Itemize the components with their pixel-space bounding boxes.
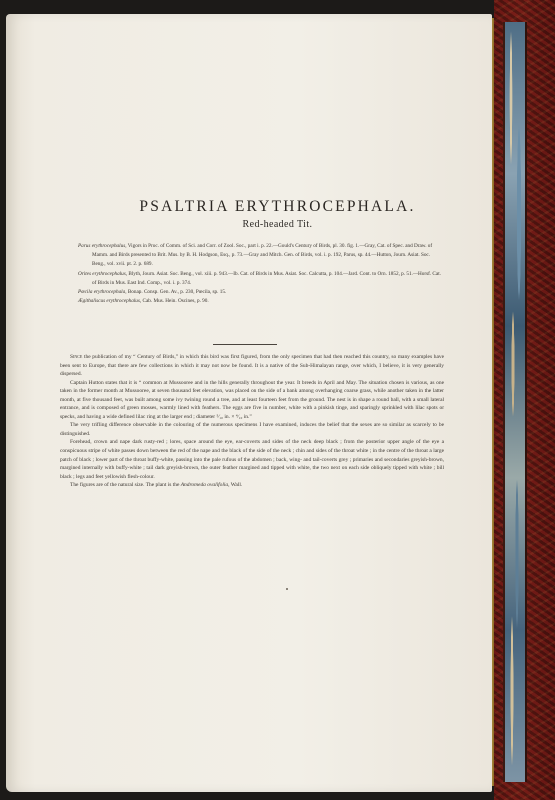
synonym-name: Pœcila erythrocephala, xyxy=(78,289,127,296)
paragraph: Forehead, crown and nape dark rusty-red ; lores, space around the eye, ear-coverts and sides of the neck deep black ; from the posterior upper angle of the eye a conspicuous stripe of white passes down between the red of the nape and the black of the side of the neck ; chin and sides of the throat white ; in the centre of the throat a large patch of black ; lower part of the throat buffy-white, passing into the pale rufous of the abdomen ; back, wing- and tail-coverts grey ; primaries and secondaries greyish-brown, margined internally with buffy-white ; tail dark greyish-brown, the outer feather margined and tipped with white, the two next on each side obliquely tipped with white ; bill black ; legs and feet yellowish flesh-colour. xyxy=(60,439,444,480)
marbled-edge xyxy=(503,22,527,782)
synonymy-list xyxy=(78,242,444,306)
synonym-references: Bonap. Consp. Gen. Av., p. 230, Pœcila, sp. 15. xyxy=(127,289,227,296)
paragraph: Captain Hutton states that it is “ common at Mussooree and in the hills generally throughout the year. It breeds in April and May. The situation chosen is various, as one taken in the former month at Mussooree, at seven thousand feet elevation, was placed on the side of a bank among overhanging coarse grass, while another taken in the latter month, at five thousand feet, was built among some ivy twining round a tree, and at least fourteen feet from the ground. The nest is in shape a round ball, with a small lateral entrance, and is composed of green mosses, warmly lined with feathers. The eggs are five in number, white with a pinkish tinge, and sparingly sprinkled with lilac spots or specks, and having a wide defined lilac ring at the larger end ; diameter ⁵⁄₁₀ in. × ⁴⁄₁₀ in.” xyxy=(60,379,444,420)
synonym-name: Orites erythrocephalus, xyxy=(78,270,128,277)
section-divider xyxy=(213,344,277,345)
synonym-entry xyxy=(78,242,444,270)
synonym-name: Parus erythrocephalus, xyxy=(78,243,127,249)
synonym-references: Vigors in Proc. of Comm. of Sci. and Corr. of Zool. Soc., part i. p. 22.—Gould's Century of Birds, pl. 30. fig. 1.—Gray, Cat. of Spec. and Draw. of Mamm. and Birds presented to Brit. Mus. by B. H. Hodgson, Esq., p. 73.—Gray and Mitch. Gen. of Birds, vol. i. p. 192, Parus, sp. 44.—Hutton, Journ. Asiat. Soc. Beng., vol. xvii. pt. 2. p. 689. xyxy=(92,243,433,268)
paragraph-text: The figures are of the natural size. The plant is the xyxy=(70,482,180,489)
page-mark xyxy=(286,588,288,590)
synonym-entry xyxy=(78,288,444,297)
species-title: PSALTRIA ERYTHROCEPHALA. xyxy=(139,198,416,215)
paragraph xyxy=(60,353,444,379)
synonym-name: Ægithaliscus erythrocephalus, xyxy=(78,298,142,305)
lead-word: Since xyxy=(70,354,83,360)
species-description xyxy=(60,353,444,490)
paragraph-text: Wall. xyxy=(230,482,243,489)
synonym-references: Cab. Mus. Hein. Oscines, p. 90. xyxy=(142,298,209,305)
paragraph xyxy=(60,481,444,490)
paragraph-text: the publication of my “ Century of Birds,” in which this bird was first figured, from the only specimen that had then reached this country, so many examples have been sent to Europe, that there are few collections in which it may not now be found. It is a native of the Sub-Himalayan range, over which, I believe, it is very generally dispersed. xyxy=(60,354,444,378)
plant-name: Andromeda ovalifolia, xyxy=(180,482,230,489)
synonym-entry xyxy=(78,270,444,288)
paragraph: The very trifling difference observable in the colouring of the numerous specimens I have examined, induces the belief that the sexes are so similar as scarcely to be distinguished. xyxy=(60,422,444,437)
common-name-subtitle: Red-headed Tit. xyxy=(242,219,313,230)
synonym-references: Blyth, Journ. Asiat. Soc. Beng., vol. xiii. p. 943.—Ib. Cat. of Birds in Mus. Asiat. Soc. Calcutta, p. 104.—Jard. Cont. to Orn. 1852, p. 51.—Horsf. Cat. of Birds in Mus. East Ind. Comp., vol. i. p. 374. xyxy=(92,270,441,286)
synonym-entry xyxy=(78,297,444,306)
